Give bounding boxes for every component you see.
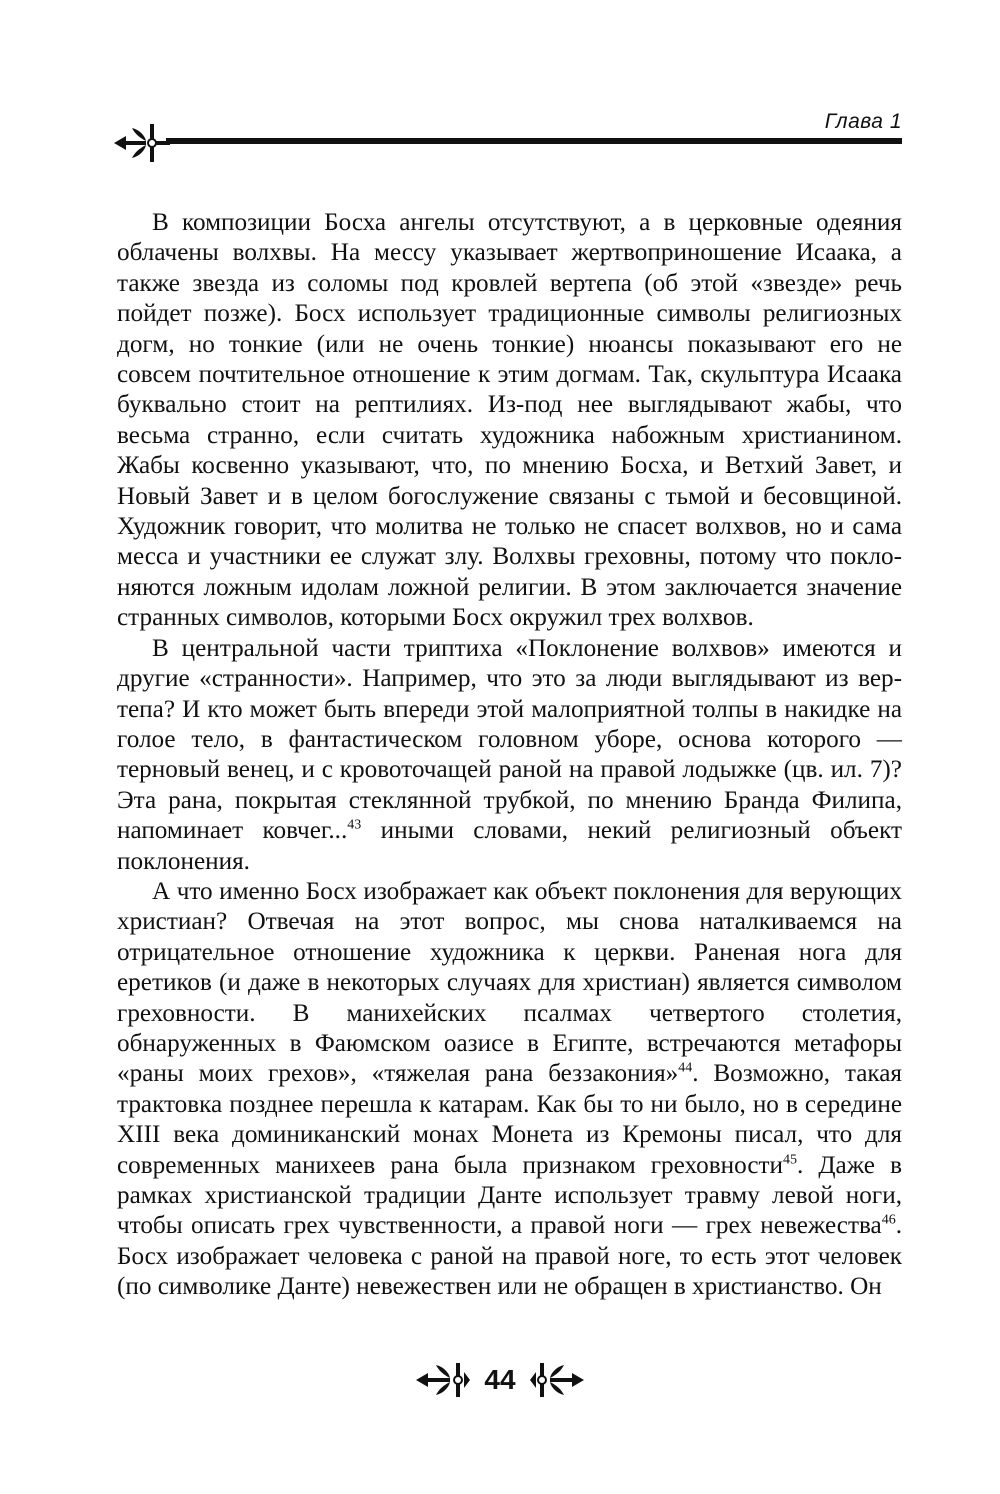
footer-ornament-left-icon <box>414 1360 474 1400</box>
body-text <box>117 208 902 1303</box>
text-run: А что именно Босх изображает как объект поклонения для верующих христиан? Отвечая на этот вопрос, мы снова наталкиваемся на отрицательное отношение художника к церкви. Раненая нога для еретиков (и даже в некоторых случаях для христиан) является символом греховности. В манихейских псалмах четвертого столетия, обнаруженных в Фаюмском оазисе в Египте, встречаются метафоры «раны моих грехов», «тяжелая рана беззакония» <box>117 877 902 1088</box>
footnote-ref: 45 <box>782 1152 797 1168</box>
text-run: В композиции Босха ангелы отсутствуют, а в церковные одеяния облачены волхвы. На мессу указывает жертвоприношение Исаака, а также звезда из соломы под кровлей вертепа (об этой «звезде» речь пойдет позже). Босх использует традиционные символы религиозных догм, но тонкие (или не очень тонкие) нюансы показывают его не совсем почтительное отношение к этим догмам. Так, скульптура Исаака буквально стоит на рептилиях. Из-под нее выглядывают жабы, что весьма странно, если считать художника набожным христианином. Жабы косвенно указывают, что, по мнению Босха, и Ветхий Завет, и Новый Завет и в целом богослужение связаны с тьмой и бесовщиной. Художник говорит, что молитва не только не спасет волхвов, но и сама месса и участники ее служат злу. Волхвы греховны, потому что поклоняются ложным идолам ложной религии. В этом заключается значение странных символов, которыми Босх окружил трех волхвов. <box>117 209 902 632</box>
paragraph <box>117 634 902 877</box>
text-run: . Возможно, такая трактовка позднее перешла к катарам. Как бы то ни было, но в середине XIII века доминиканский монах Монета из Кремоны писал, что для современных манихеев рана была признаком греховности <box>117 1060 902 1179</box>
page-footer <box>0 1348 1000 1412</box>
footer-ornament-right-icon <box>526 1360 586 1400</box>
header-rule <box>166 138 902 144</box>
header-ornament-icon <box>112 122 170 164</box>
footnote-ref: 43 <box>347 817 362 833</box>
page-number: 44 <box>484 1364 516 1395</box>
text-run: В центральной части триптиха «Поклонение волхвов» имеются и другие «странности». Например, что это за люди выглядывают из вертепа? И кто может быть впереди этой малоприятной толпы в накидке на голое тело, в фантастическом головном уборе, основа которого — терновый венец, и с кровоточащей раной на правой лодыжке (цв. ил. 7)? Эта рана, покрытая стеклянной трубкой, по мнению Бранда Филипа, напоминает ковчег... <box>117 634 902 845</box>
text-run: . Даже в рамках христианской традиции Данте использует травму левой ноги, чтобы описать грех чувственности, а правой ноги — грех невежества <box>117 1151 902 1240</box>
running-header <box>112 100 902 170</box>
text-run: иными словами, некий религиозный объект поклонения. <box>117 817 902 875</box>
text-run: . Босх изображает человека с раной на правой ноге, то есть этот человек (по символике Данте) невежествен или не обращен в христианство. Он <box>117 1212 902 1301</box>
footnote-ref: 44 <box>678 1060 693 1076</box>
paragraph <box>117 877 902 1303</box>
chapter-title: Глава 1 <box>824 110 902 133</box>
footnote-ref: 46 <box>881 1213 896 1229</box>
paragraph <box>117 208 902 634</box>
